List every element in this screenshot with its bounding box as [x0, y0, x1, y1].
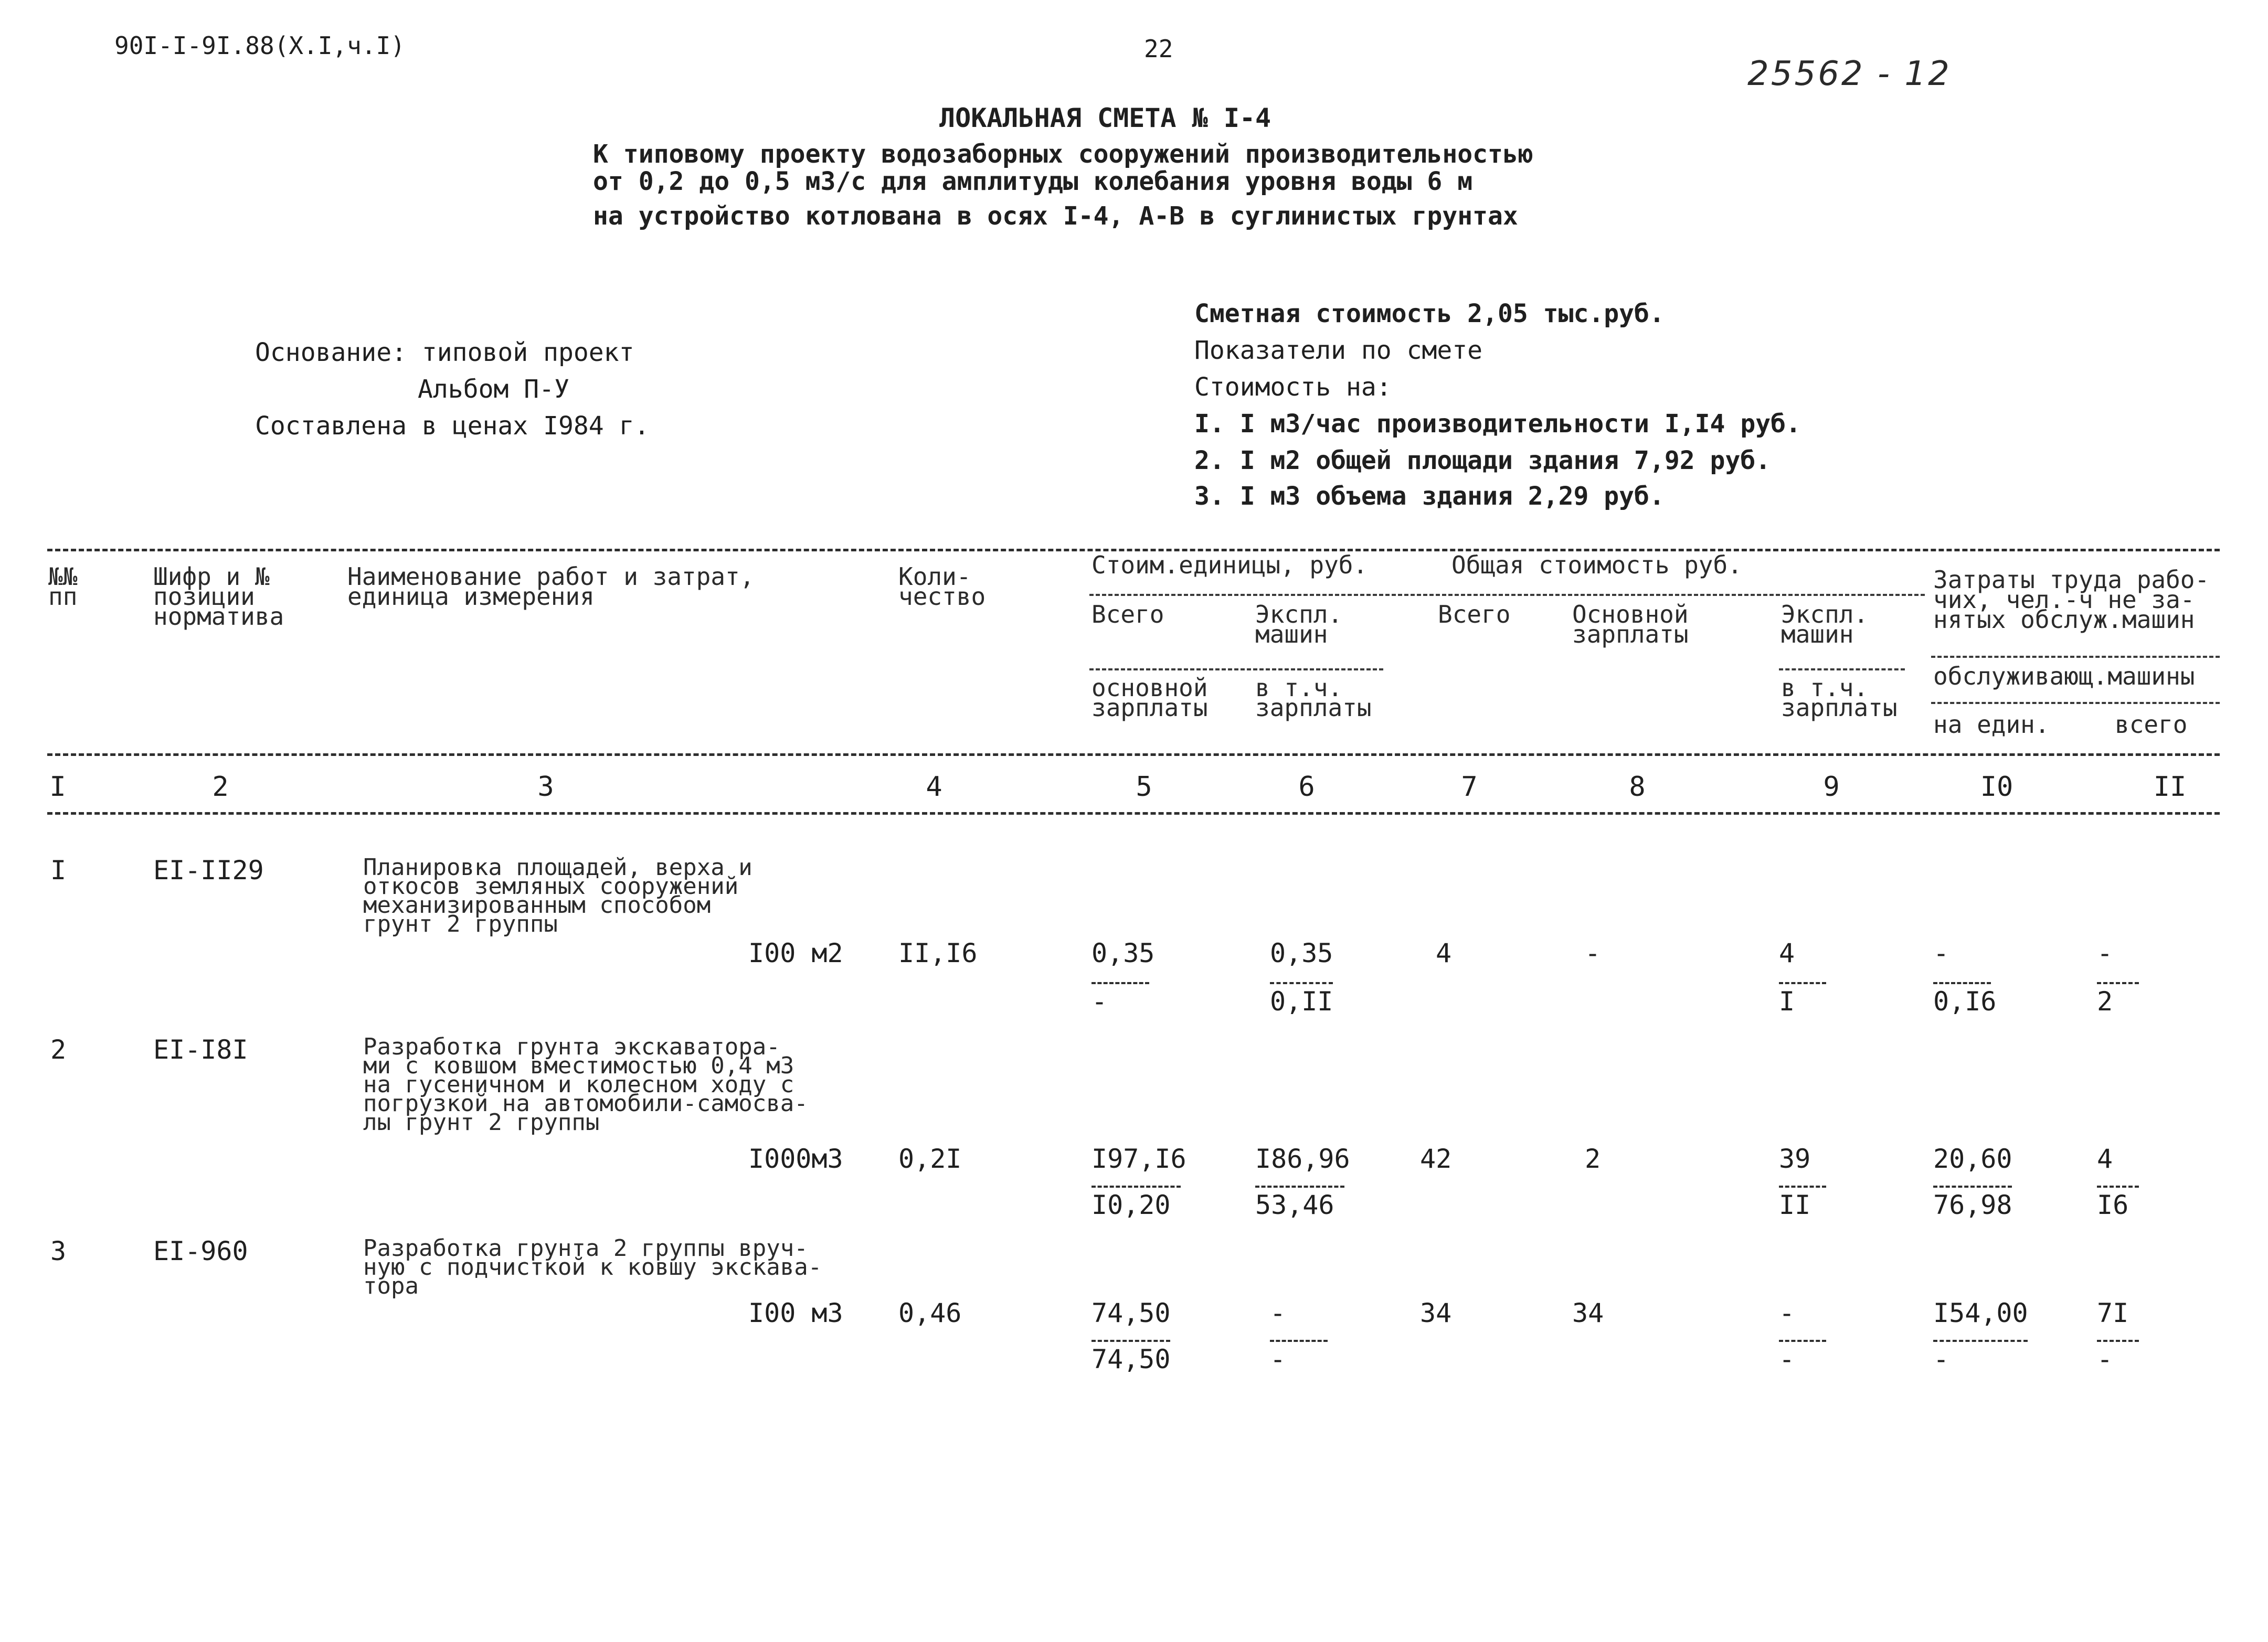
row-1-base-wages: -	[1585, 938, 1601, 968]
document-code: 90I-I-9I.88(X.I,ч.I)	[114, 31, 405, 60]
row-3-labor-all-machines: -	[2097, 1344, 2113, 1374]
header-total-cost-group: Общая стоимость руб.	[1451, 551, 1742, 579]
column-number-5: 5	[1136, 771, 1152, 803]
header-unit-base-wages: основной зарплаты	[1091, 674, 1208, 722]
header-all: всего	[2115, 710, 2188, 739]
row-1-labor-per-unit: -	[1933, 938, 1949, 968]
row-2-machines: 39	[1779, 1144, 1811, 1174]
row-1-code: EI-II29	[153, 855, 264, 886]
row-2-total: 42	[1420, 1144, 1452, 1174]
project-title-line-2: от 0,2 до 0,5 м3/с для амплитуды колебания уровня воды 6 м	[593, 167, 1473, 196]
row-2-labor-per-unit-machines: 76,98	[1933, 1190, 2012, 1220]
row-3-machine-wages: -	[1779, 1344, 1795, 1374]
row-3-labor-all: 7I	[2097, 1298, 2129, 1328]
row-1-number: I	[50, 855, 67, 886]
header-row-number: №№ пп	[48, 562, 78, 611]
labor-group-rule	[1931, 656, 2220, 658]
row-2-quantity: 0,2I	[898, 1144, 962, 1174]
row-2-machine-wages: II	[1779, 1190, 1811, 1220]
row-1-total: 4	[1436, 938, 1452, 968]
row-2-base-wages: 2	[1585, 1144, 1601, 1174]
cost-group-rule	[1089, 594, 1925, 596]
basis-line-3: Составлена в ценах I984 г.	[255, 411, 650, 441]
header-labor-sub: обслуживающ.машины	[1933, 662, 2195, 690]
row-3-unit-total: 74,50	[1091, 1298, 1171, 1328]
row-3-base-wages: 34	[1572, 1298, 1604, 1328]
row-2-labor-per-unit: 20,60	[1933, 1144, 2012, 1174]
row-2-unit: I000м3	[748, 1144, 843, 1174]
row-3-labor-per-unit-machines: -	[1933, 1344, 1949, 1374]
row-3-unit-machine-wages: -	[1270, 1344, 1286, 1374]
indicator-item-2: 2. I м2 общей площади здания 7,92 руб.	[1194, 446, 1771, 475]
row-2-labor-all-machines: I6	[2097, 1190, 2129, 1220]
column-number-9: 9	[1823, 771, 1840, 803]
row-1-labor-all-machines: 2	[2097, 986, 2113, 1017]
row-2-unit-machine-wages: 53,46	[1255, 1190, 1334, 1220]
project-title-line-3: на устройство котлована в осях I-4, А-В в суглинистых грунтах	[593, 201, 1518, 231]
row-3-unit-base-wages: 74,50	[1091, 1344, 1171, 1374]
header-total-machine-wages: в т.ч. зарплаты	[1781, 674, 1898, 722]
row-3-code: EI-960	[153, 1236, 248, 1266]
column-number-6: 6	[1298, 771, 1315, 803]
indicator-item-3: 3. I м3 объема здания 2,29 руб.	[1194, 482, 1665, 511]
row-3-unit: I00 м3	[748, 1298, 843, 1328]
row-2-unit-machines: I86,96	[1255, 1144, 1350, 1174]
cost-per-heading: Стоимость на:	[1194, 372, 1392, 402]
column-number-1: I	[49, 771, 66, 803]
row-1-unit-base-wages: -	[1091, 986, 1108, 1017]
column-number-7: 7	[1461, 771, 1478, 803]
row-3-unit-machines: -	[1270, 1298, 1286, 1328]
header-base-wages: Основной зарплаты	[1572, 600, 1689, 648]
indicators-heading: Показатели по смете	[1194, 336, 1483, 365]
header-per-unit: на един.	[1933, 710, 2050, 739]
header-work-name: Наименование работ и затрат, единица измерения	[347, 562, 755, 611]
header-total-machines: Экспл. машин	[1781, 600, 1869, 648]
machines-subrule	[1779, 668, 1905, 670]
column-number-2: 2	[212, 771, 229, 803]
header-unit-total: Всего	[1091, 600, 1164, 628]
column-numbers-rule	[47, 812, 2220, 815]
header-quantity: Коли- чество	[898, 562, 986, 611]
header-labor-group: Затраты труда рабо- чих, чел.-ч не за- нятых обслуж.машин	[1933, 566, 2210, 634]
column-number-3: 3	[537, 771, 554, 803]
row-1-unit-machines: 0,35	[1270, 938, 1333, 968]
basis-line-2: Альбом П-У	[418, 375, 569, 404]
row-1-machines: 4	[1779, 938, 1795, 968]
row-3-total: 34	[1420, 1298, 1452, 1328]
row-2-code: EI-I8I	[153, 1035, 248, 1065]
unit-cost-subrule	[1089, 668, 1383, 670]
row-2-unit-total: I97,I6	[1091, 1144, 1186, 1174]
row-3-description: Разработка грунта 2 группы вруч- ную с подчисткой к ковшу экскава- тора	[363, 1235, 822, 1299]
header-code: Шифр и № позиции норматива	[153, 562, 284, 631]
labor-sub-rule	[1931, 702, 2220, 704]
header-unit-cost-group: Стоим.единицы, руб.	[1091, 551, 1368, 579]
column-number-10: I0	[1980, 771, 2013, 803]
handwritten-archive-number: 25562 - 12	[1747, 55, 1952, 93]
row-1-unit: I00 м2	[748, 938, 843, 968]
column-number-8: 8	[1629, 771, 1646, 803]
row-2-description: Разработка грунта экскаватора- ми с ковшом вместимостью 0,4 м3 на гусеничном и колесном ходу с погрузкой на автомобили-самосва- лы грунт 2 группы	[363, 1033, 808, 1136]
row-1-unit-total: 0,35	[1091, 938, 1155, 968]
row-2-unit-base-wages: I0,20	[1091, 1190, 1171, 1220]
row-2-number: 2	[50, 1035, 67, 1065]
row-1-description: Планировка площадей, верха и откосов земляных сооружений механизированным способом грунт 2 группы	[363, 854, 753, 937]
row-1-labor-all: -	[2097, 938, 2113, 968]
row-1-unit-machine-wages: 0,II	[1270, 986, 1333, 1017]
estimated-cost: Сметная стоимость 2,05 тыс.руб.	[1194, 299, 1665, 328]
row-3-labor-per-unit: I54,00	[1933, 1298, 2028, 1328]
row-1-quantity: II,I6	[898, 938, 978, 968]
row-2-labor-all: 4	[2097, 1144, 2113, 1174]
row-3-quantity: 0,46	[898, 1298, 962, 1328]
header-unit-machine-wages: в т.ч. зарплаты	[1255, 674, 1372, 722]
row-1-labor-per-unit-machines: 0,I6	[1933, 986, 1997, 1017]
row-3-machines: -	[1779, 1298, 1795, 1328]
basis-line-1: Основание: типовой проект	[255, 338, 634, 367]
row-3-number: 3	[50, 1236, 67, 1266]
header-total: Всего	[1438, 600, 1511, 628]
column-number-4: 4	[926, 771, 942, 803]
project-title-line-1: К типовому проекту водозаборных сооружений производительностью	[593, 140, 1533, 169]
page-number: 22	[1144, 35, 1173, 63]
header-unit-machines: Экспл. машин	[1255, 600, 1343, 648]
estimate-title: ЛОКАЛЬНАЯ СМЕТА № I-4	[939, 103, 1271, 133]
column-number-11: II	[2153, 771, 2187, 803]
indicator-item-1: I. I м3/час производительности I,I4 руб.	[1194, 409, 1801, 439]
header-bottom-rule	[47, 753, 2220, 756]
row-1-machine-wages: I	[1779, 986, 1795, 1017]
